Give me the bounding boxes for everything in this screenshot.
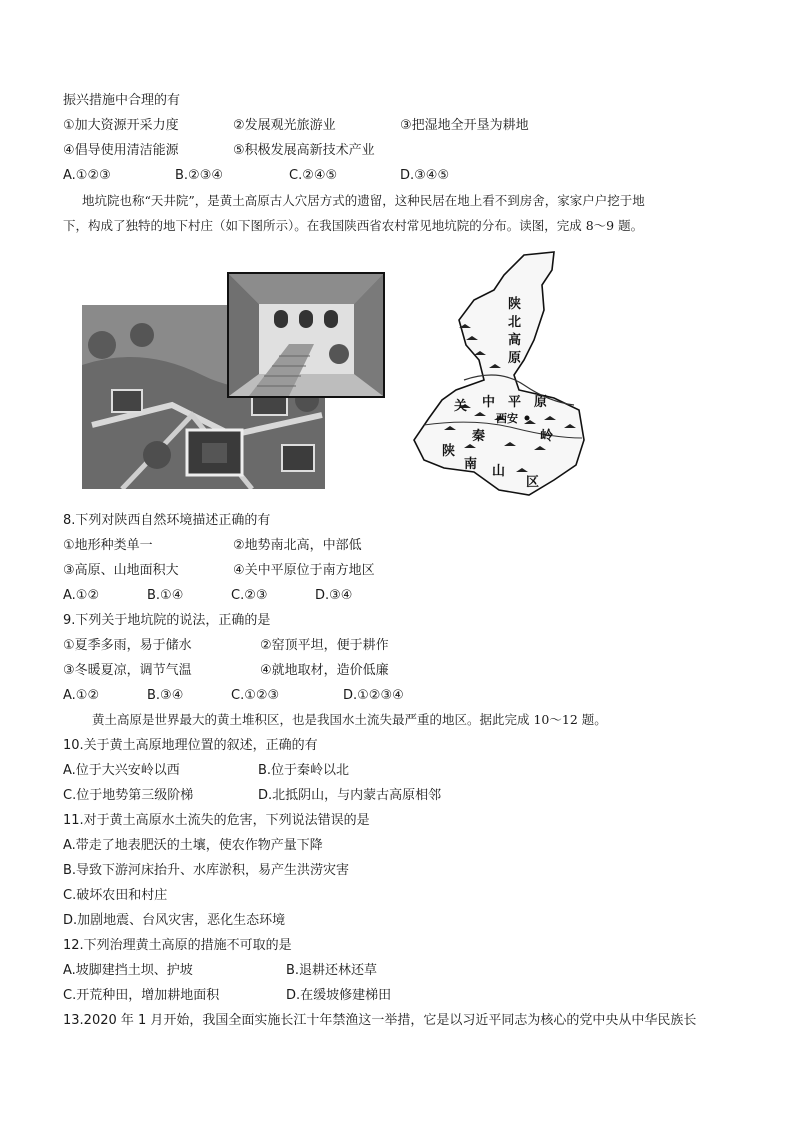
q8-item-2: ②地势南北高，中部低: [233, 538, 362, 553]
map-label-guan: 关: [454, 399, 468, 414]
q8-item-1: ①地形种类单一: [63, 538, 153, 553]
map-label-gao: 高: [508, 333, 522, 348]
q13-stem: 13.2020 年 1 月开始，我国全面实施长江十年禁渔这一举措，它是以习近平同志为核心的党中央从中华民族长: [63, 1013, 697, 1028]
q7-choice-c: C.②④⑤: [289, 168, 338, 183]
passage1-line1: 地坑院也称“天井院”，是黄土高原古人穴居方式的遗留，这种民居在地上看不到房舍，家家户户挖于地: [82, 193, 645, 208]
shaanxi-map-drawing: [404, 250, 604, 505]
q7-stem-tail: 振兴措施中合理的有: [63, 93, 181, 108]
q10-choice-d: D.北抵阴山，与内蒙古高原相邻: [258, 788, 442, 803]
q9-choice-b: B.③④: [147, 688, 184, 703]
q11-choice-c: C.破坏农田和村庄: [63, 888, 168, 903]
map-label-nan: 南: [464, 457, 478, 472]
map-label-xian: 西安: [496, 412, 518, 425]
map-label-yuan: 原: [508, 351, 522, 366]
map-label-qin: 秦: [472, 429, 486, 444]
q10-choice-b: B.位于秦岭以北: [258, 763, 350, 778]
map-label-ping: 平: [508, 395, 522, 410]
passage1-line2: 下，构成了独特的地下村庄（如下图所示）。在我国陕西省农村常见地坑院的分布。读图，完成 8～9 题。: [63, 218, 644, 233]
figure-dikengyuan: [82, 250, 722, 505]
map-label-qu: 区: [526, 475, 540, 490]
passage2-line1: 黄土高原是世界最大的黄土堆积区，也是我国水土流失最严重的地区。据此完成 10～12 题。: [92, 712, 607, 727]
q11-stem: 11.对于黄土高原水土流失的危害，下列说法错误的是: [63, 813, 370, 828]
q7-choice-d: D.③④⑤: [400, 168, 450, 183]
q11-choice-d: D.加剧地震、台风灾害，恶化生态环境: [63, 913, 286, 928]
q8-choice-c: C.②③: [231, 588, 268, 603]
q12-choice-d: D.在缓坡修建梯田: [286, 988, 392, 1003]
map-label-ling: 岭: [540, 429, 554, 444]
map-label-zhong: 中: [482, 395, 496, 410]
shaanxi-map: [404, 250, 604, 505]
map-label-yuan2: 原: [534, 395, 548, 410]
q8-item-4: ④关中平原位于南方地区: [233, 563, 375, 578]
map-label-shaan: 陕: [508, 297, 522, 312]
q8-choice-d: D.③④: [315, 588, 353, 603]
q12-choice-b: B.退耕还林还草: [286, 963, 378, 978]
q8-choice-a: A.①②: [63, 588, 100, 603]
q7-item-3: ③把湿地全开垦为耕地: [400, 118, 529, 133]
q11-choice-a: A.带走了地表肥沃的土壤，使农作物产量下降: [63, 838, 323, 853]
q8-item-3: ③高原、山地面积大: [63, 563, 179, 578]
q7-item-5: ⑤积极发展高新技术产业: [233, 143, 375, 158]
q9-stem: 9.下列关于地坑院的说法，正确的是: [63, 613, 271, 628]
q8-choice-b: B.①④: [147, 588, 184, 603]
q7-choice-b: B.②③④: [175, 168, 224, 183]
map-label-bei: 北: [508, 315, 522, 330]
q10-choice-a: A.位于大兴安岭以西: [63, 763, 180, 778]
q11-choice-b: B.导致下游河床抬升、水库淤积，易产生洪涝灾害: [63, 863, 350, 878]
map-label-shan: 山: [492, 464, 506, 479]
q7-item-1: ①加大资源开采力度: [63, 118, 179, 133]
q12-stem: 12.下列治理黄土高原的措施不可取的是: [63, 938, 292, 953]
q7-item-2: ②发展观光旅游业: [233, 118, 336, 133]
q12-choice-c: C.开荒种田，增加耕地面积: [63, 988, 220, 1003]
q9-choice-c: C.①②③: [231, 688, 280, 703]
q12-choice-a: A.坡脚建挡土坝、护坡: [63, 963, 193, 978]
q8-stem: 8.下列对陕西自然环境描述正确的有: [63, 513, 271, 528]
courtyard-drawing: [229, 274, 383, 396]
q9-item-3: ③冬暖夏凉，调节气温: [63, 663, 192, 678]
q10-choice-c: C.位于地势第三级阶梯: [63, 788, 194, 803]
courtyard-inset-photo: [227, 272, 385, 398]
q9-choice-d: D.①②③④: [343, 688, 404, 703]
q10-stem: 10.关于黄土高原地理位置的叙述，正确的有: [63, 738, 318, 753]
q7-choice-a: A.①②③: [63, 168, 111, 183]
q9-item-4: ④就地取材，造价低廉: [260, 663, 389, 678]
q9-item-2: ②窑顶平坦，便于耕作: [260, 638, 389, 653]
q9-choice-a: A.①②: [63, 688, 100, 703]
q9-item-1: ①夏季多雨，易于储水: [63, 638, 192, 653]
xian-dot: [525, 416, 530, 421]
q7-item-4: ④倡导使用清洁能源: [63, 143, 179, 158]
map-label-shaan2: 陕: [442, 444, 456, 459]
